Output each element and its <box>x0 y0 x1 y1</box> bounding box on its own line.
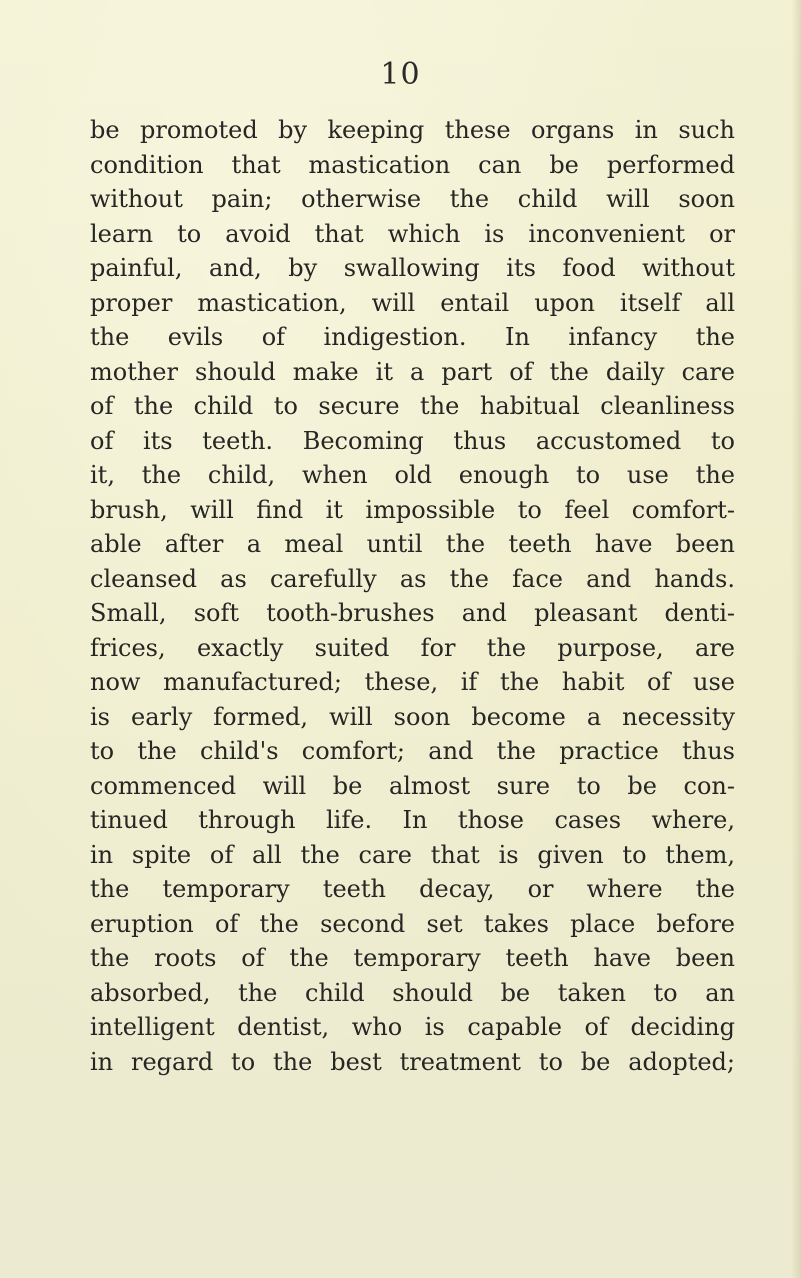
text-line: to the child's comfort; and the practice thus <box>90 737 735 765</box>
text-line: frices, exactly suited for the purpose, are <box>90 633 735 662</box>
text-line: the temporary teeth decay, or where the <box>90 875 735 903</box>
text-line: in spite of all the care that is given to them, <box>90 840 735 869</box>
text-line: eruption of the second set takes place before <box>90 909 735 938</box>
text-line: condition that mastication can be performed <box>90 150 735 179</box>
page-number: 10 <box>380 57 421 92</box>
text-line: be promoted by keeping these organs in such <box>90 116 735 144</box>
text-line: cleansed as carefully as the face and hands. <box>90 564 735 593</box>
text-line: it, the child, when old enough to use the <box>90 461 735 489</box>
text-line: mother should make it a part of the daily care <box>90 357 735 386</box>
text-line: without pain; otherwise the child will soon <box>90 185 735 213</box>
page-edge-shadow <box>791 0 801 1278</box>
text-line: able after a meal until the teeth have been <box>90 530 735 558</box>
text-line: of its teeth. Becoming thus accustomed to <box>90 426 735 455</box>
text-line: intelligent dentist, who is capable of deciding <box>90 1013 735 1041</box>
text-line: is early formed, will soon become a necessity <box>90 702 735 731</box>
text-line: of the child to secure the habitual cleanliness <box>90 392 735 420</box>
text-line: painful, and, by swallowing its food without <box>90 254 735 282</box>
text-line: the roots of the temporary teeth have been <box>90 944 735 972</box>
text-line: learn to avoid that which is inconvenient or <box>90 219 735 248</box>
text-line: absorbed, the child should be taken to an <box>90 978 735 1007</box>
text-line: tinued through life. In those cases where, <box>90 806 735 834</box>
text-line: commenced will be almost sure to be con- <box>90 771 735 800</box>
text-line: in regard to the best treatment to be adopted; <box>90 1047 735 1076</box>
text-line: Small, soft tooth-brushes and pleasant denti- <box>90 599 735 627</box>
text-line: the evils of indigestion. In infancy the <box>90 323 735 351</box>
text-line: now manufactured; these, if the habit of use <box>90 668 735 696</box>
text-line: brush, will find it impossible to feel comfort- <box>90 495 735 524</box>
body-text <box>90 113 735 1079</box>
text-line: proper mastication, will entail upon itself all <box>90 288 735 317</box>
